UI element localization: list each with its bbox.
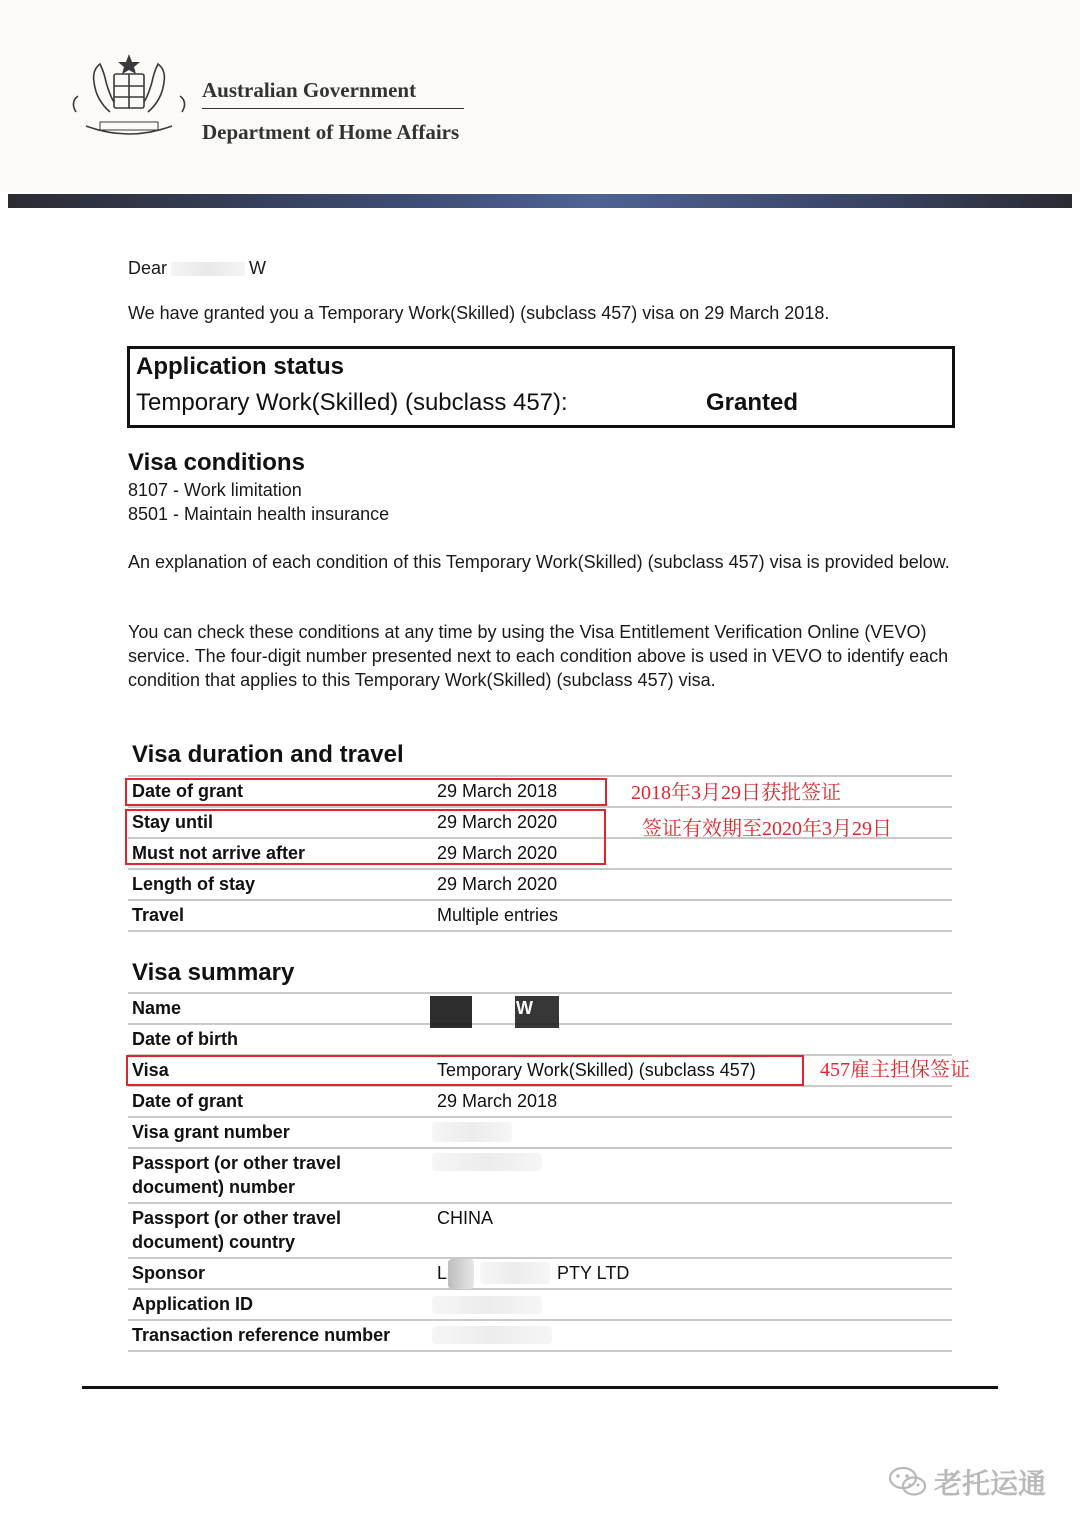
table-rule (128, 1350, 952, 1352)
redaction-mark (432, 1153, 542, 1171)
summary-value-sponsor-start: L (437, 1263, 448, 1283)
status-value: Granted (706, 389, 799, 416)
watermark-text: 老托运通 (934, 1468, 1047, 1499)
duration-value-stay-until: 29 March 2020 (437, 812, 558, 832)
header-rule (202, 108, 464, 109)
table-rule (128, 868, 952, 870)
table-rule (128, 899, 952, 901)
table-rule (128, 1319, 952, 1321)
duration-value-length-of-stay: 29 March 2020 (437, 874, 558, 894)
application-status-box (127, 346, 955, 428)
intro-text: We have granted you a Temporary Work(Skilled) (subclass 457) visa on 29 March 2018. (128, 303, 830, 323)
summary-label-passport-country: Passport (or other travel document) country (132, 1208, 342, 1252)
summary-label-name: Name (132, 998, 182, 1018)
redaction-mark (480, 1262, 550, 1284)
duration-title: Visa duration and travel (132, 741, 404, 768)
summary-label-passport-number: Passport (or other travel document) number (132, 1153, 342, 1197)
summary-label-application-id: Application ID (132, 1294, 253, 1314)
highlight-date-of-grant (125, 778, 607, 806)
summary-value-date-of-grant: 29 March 2018 (437, 1091, 558, 1111)
summary-value-sponsor-end: PTY LTD (557, 1263, 630, 1283)
summary-value-name: W (516, 998, 533, 1018)
annotation-grant: 2018年3月29日获批签证 (631, 782, 841, 804)
table-rule (128, 930, 952, 932)
condition-item: 8501 - Maintain health insurance (128, 504, 390, 524)
table-rule (128, 1257, 952, 1259)
status-title: Application status (136, 353, 345, 380)
salutation-prefix: Dear (128, 258, 168, 278)
duration-label-length-of-stay: Length of stay (132, 874, 256, 894)
redaction-mark (430, 996, 472, 1028)
duration-label-stay-until: Stay until (132, 812, 214, 832)
vevo-paragraph: You can check these conditions at any time by using the Visa Entitlement Verification Online (VEVO) service. The four-digit number presented next to each condition above is used in VEVO to identify each condition that applies to this Temporary Work(Skilled) (subclass 457) visa. (128, 622, 949, 690)
annotation-visa-type: 457雇主担保签证 (820, 1059, 970, 1081)
table-rule (128, 1116, 952, 1118)
summary-value-visa: Temporary Work(Skilled) (subclass 457) (437, 1060, 756, 1080)
duration-value-date-of-grant: 29 March 2018 (437, 781, 558, 801)
salutation (128, 256, 266, 280)
table-rule (128, 806, 952, 808)
summary-label-visa-grant-number: Visa grant number (132, 1122, 290, 1142)
table-rule (128, 1202, 952, 1204)
highlight-validity (125, 809, 606, 865)
summary-label-visa: Visa (132, 1060, 169, 1080)
conditions-explanation: An explanation of each condition of this Temporary Work(Skilled) (subclass 457) visa is provided below. (128, 552, 950, 572)
coat-of-arms-icon (66, 52, 192, 144)
header-bar (8, 194, 1072, 208)
duration-label-must-not-arrive-after: Must not arrive after (132, 843, 306, 863)
table-rule (128, 992, 952, 994)
redaction-mark (432, 1326, 552, 1344)
summary-label-date-of-grant: Date of grant (132, 1091, 244, 1111)
condition-item: 8107 - Work limitation (128, 480, 302, 500)
summary-label-sponsor: Sponsor (132, 1263, 206, 1283)
footer-rule (82, 1386, 998, 1389)
status-visa: Temporary Work(Skilled) (subclass 457): (136, 389, 568, 416)
conditions-title: Visa conditions (128, 449, 305, 476)
summary-label-date-of-birth: Date of birth (132, 1029, 238, 1049)
department-name: Department of Home Affairs (202, 120, 460, 144)
redacted-name (171, 262, 245, 276)
duration-label-travel: Travel (132, 905, 185, 925)
highlight-visa (126, 1055, 804, 1086)
table-rule (128, 1288, 952, 1290)
wechat-icon (888, 1465, 928, 1499)
salutation-initial: W (249, 258, 267, 278)
summary-label-transaction-reference: Transaction reference number (132, 1325, 391, 1345)
summary-title: Visa summary (132, 959, 295, 986)
summary-value-passport-country: CHINA (437, 1208, 494, 1228)
duration-value-travel: Multiple entries (437, 905, 559, 925)
redaction-mark (448, 1259, 474, 1289)
government-name: Australian Government (202, 78, 417, 102)
duration-label-date-of-grant: Date of grant (132, 781, 244, 801)
duration-value-must-not-arrive-after: 29 March 2020 (437, 843, 558, 863)
redaction-mark (432, 1296, 542, 1314)
annotation-validity: 签证有效期至2020年3月29日 (642, 818, 892, 840)
watermark (888, 1462, 1046, 1502)
table-rule (128, 1147, 952, 1149)
redaction-mark (432, 1122, 512, 1142)
